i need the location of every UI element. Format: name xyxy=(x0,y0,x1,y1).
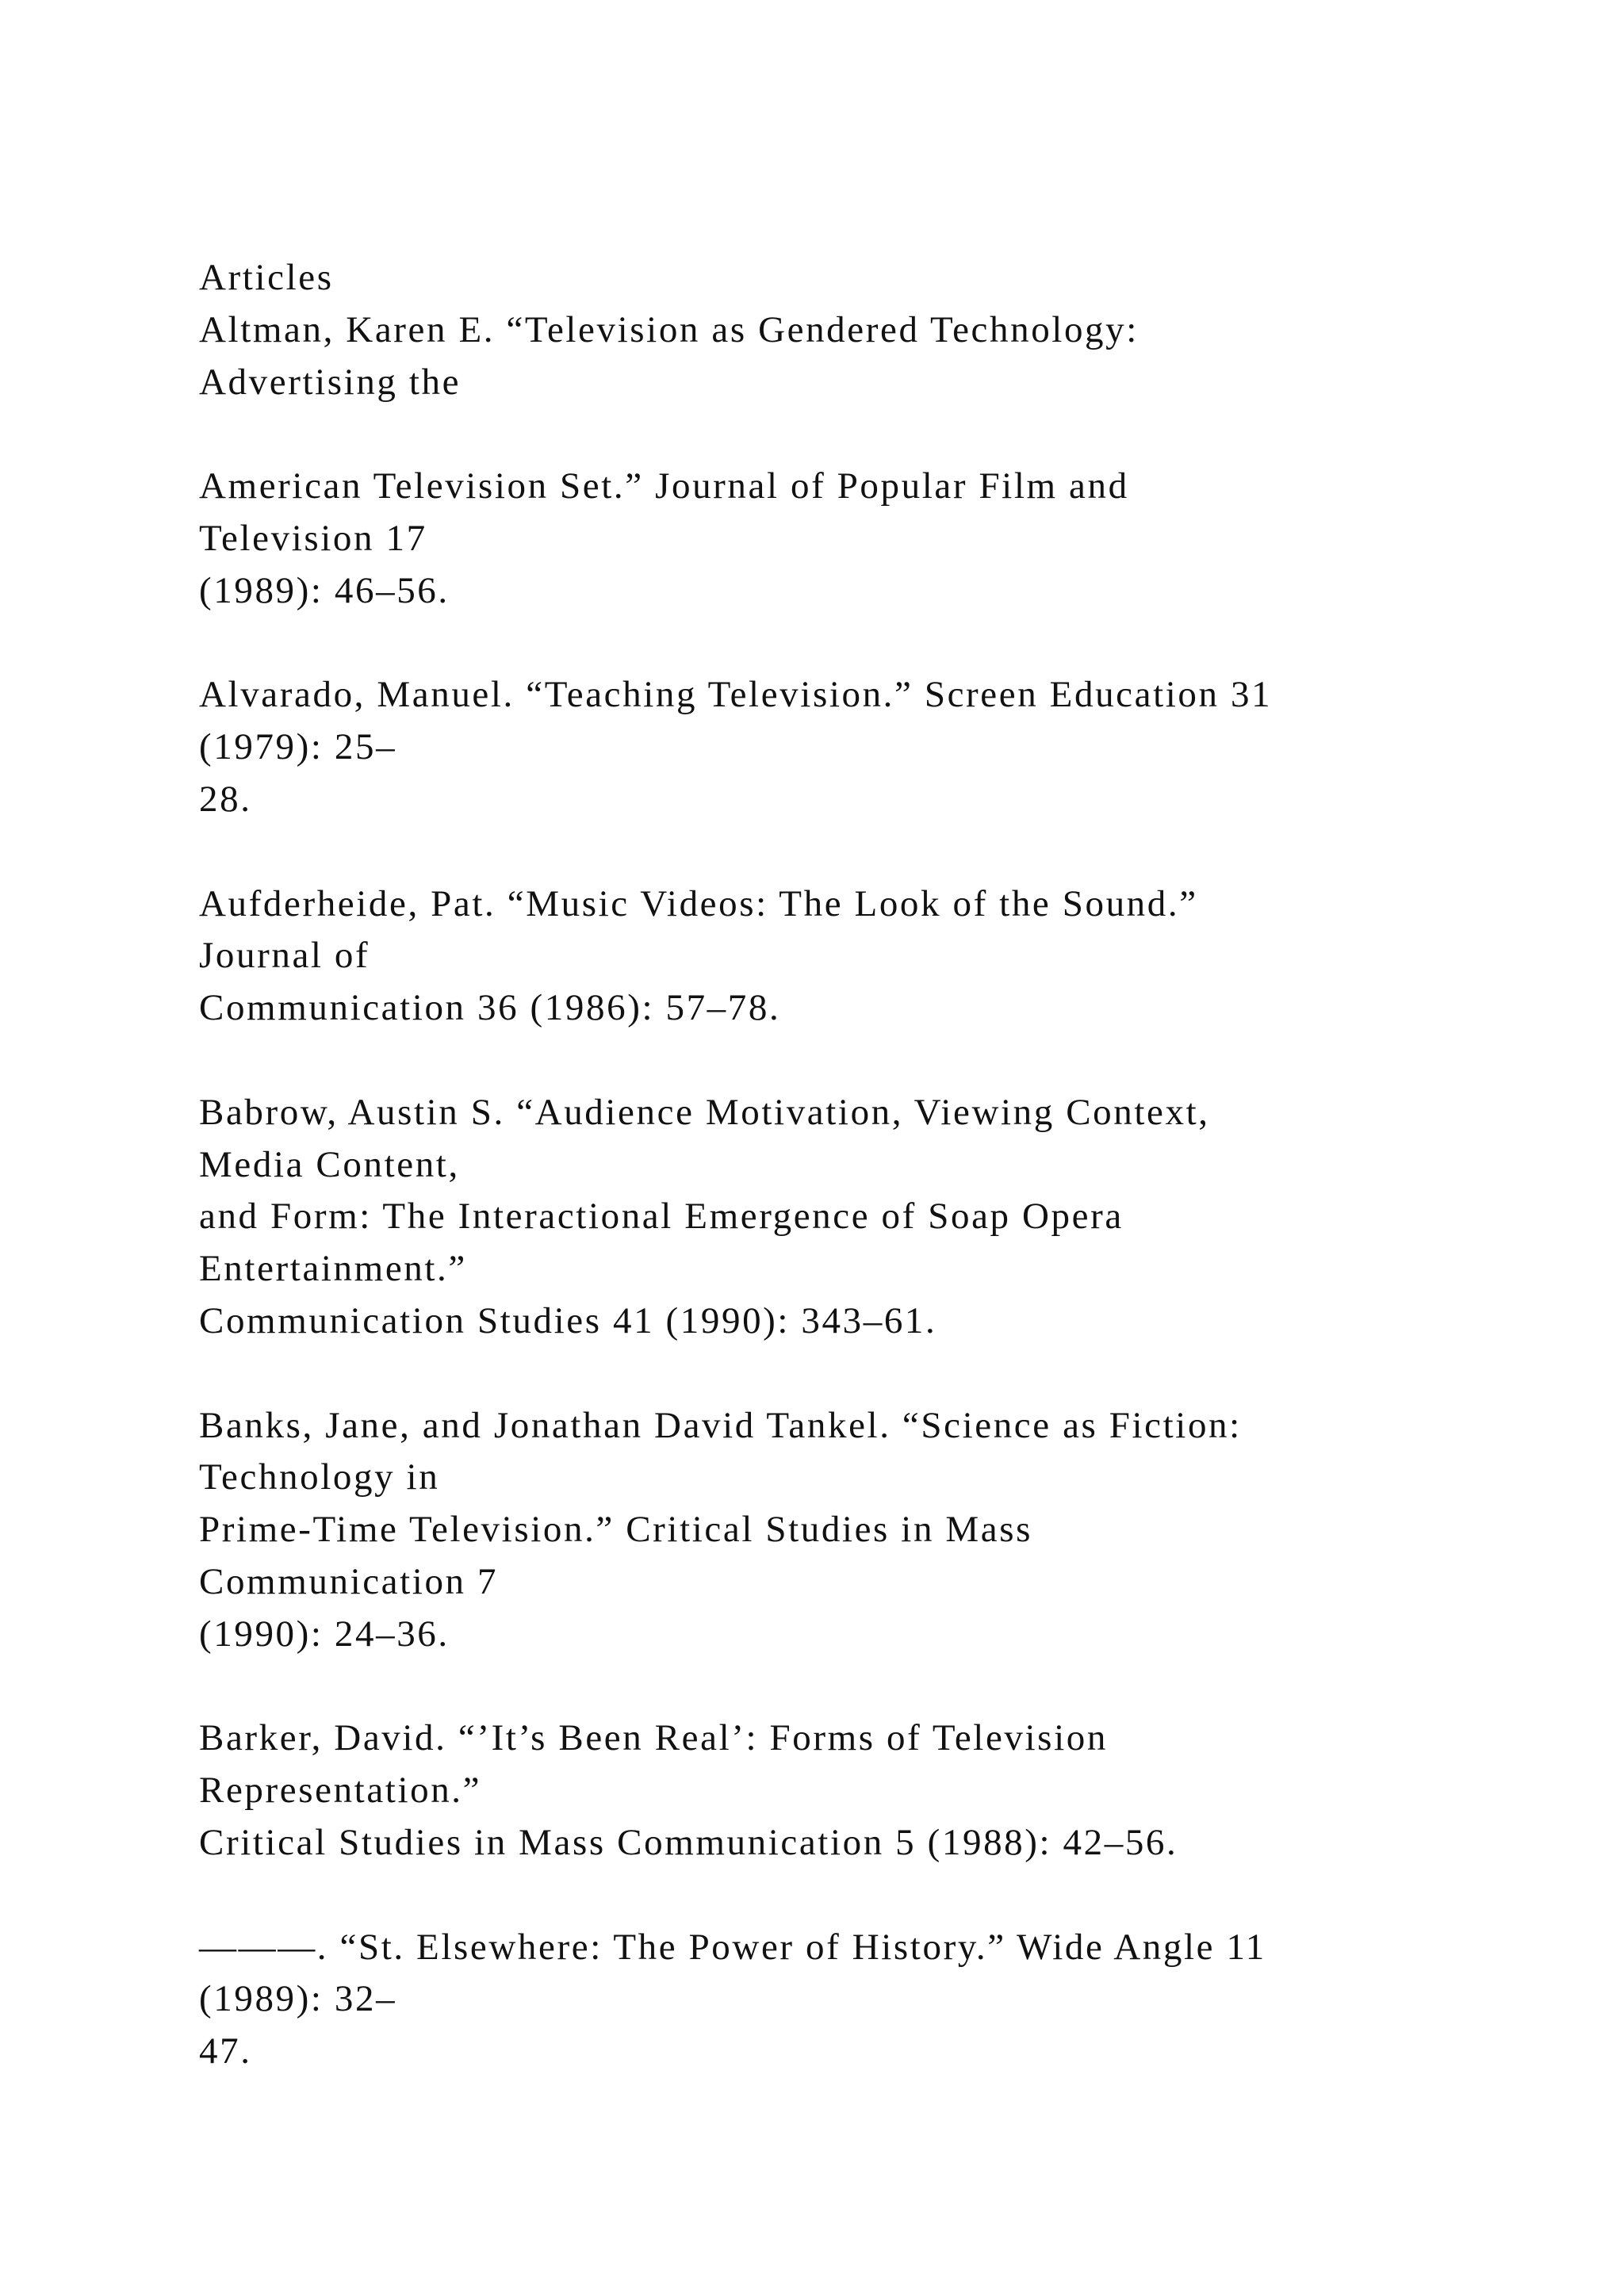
blank-line xyxy=(199,1348,1547,1400)
text-line: and Form: The Interactional Emergence of Soap Opera xyxy=(199,1196,1124,1238)
text-line: 28. xyxy=(199,778,252,820)
text-line: Communication 7 xyxy=(199,1560,499,1602)
text-line: Aufderheide, Pat. “Music Videos: The Look of the Sound.” xyxy=(199,882,1198,924)
text-line: (1990): 24–36. xyxy=(199,1613,450,1655)
text-line: Media Content, xyxy=(199,1143,460,1185)
text-line: Advertising the xyxy=(199,361,462,403)
text-line: Representation.” xyxy=(199,1770,482,1812)
text-line: Banks, Jane, and Jonathan David Tankel. “Science as Fiction: xyxy=(199,1404,1242,1446)
blank-line xyxy=(199,618,1547,670)
text-line: Babrow, Austin S. “Audience Motivation, Viewing Context, xyxy=(199,1091,1210,1133)
text-line: Prime-Time Television.” Critical Studies in Mass xyxy=(199,1509,1033,1551)
text-line: (1989): 46–56. xyxy=(199,569,450,611)
text-line: Communication 36 (1986): 57–78. xyxy=(199,987,781,1029)
bibliography-text xyxy=(199,252,1547,2078)
text-line: 47. xyxy=(199,2030,252,2072)
text-line: American Television Set.” Journal of Popular Film and xyxy=(199,465,1129,507)
text-line: Communication Studies 41 (1990): 343–61. xyxy=(199,1299,937,1341)
section-heading: Articles xyxy=(199,257,334,298)
text-line: ———. “St. Elsewhere: The Power of History.” Wide Angle 11 xyxy=(199,1926,1266,1968)
text-line: Altman, Karen E. “Television as Gendered Technology: xyxy=(199,308,1139,350)
text-line: Entertainment.” xyxy=(199,1248,467,1290)
blank-line xyxy=(199,1869,1547,1922)
text-line: Television 17 xyxy=(199,517,427,559)
text-line: (1989): 32– xyxy=(199,1978,397,2020)
text-line: Critical Studies in Mass Communication 5 (1988): 42–56. xyxy=(199,1821,1178,1863)
text-line: (1979): 25– xyxy=(199,726,397,768)
blank-line xyxy=(199,1661,1547,1713)
blank-line xyxy=(199,408,1547,461)
text-line: Alvarado, Manuel. “Teaching Television.” Screen Education 31 xyxy=(199,674,1273,716)
text-line: Technology in xyxy=(199,1456,440,1498)
text-line: Journal of xyxy=(199,935,370,977)
blank-line xyxy=(199,1035,1547,1087)
text-line: Barker, David. “’It’s Been Real’: Forms of Television xyxy=(199,1717,1108,1759)
blank-line xyxy=(199,826,1547,878)
